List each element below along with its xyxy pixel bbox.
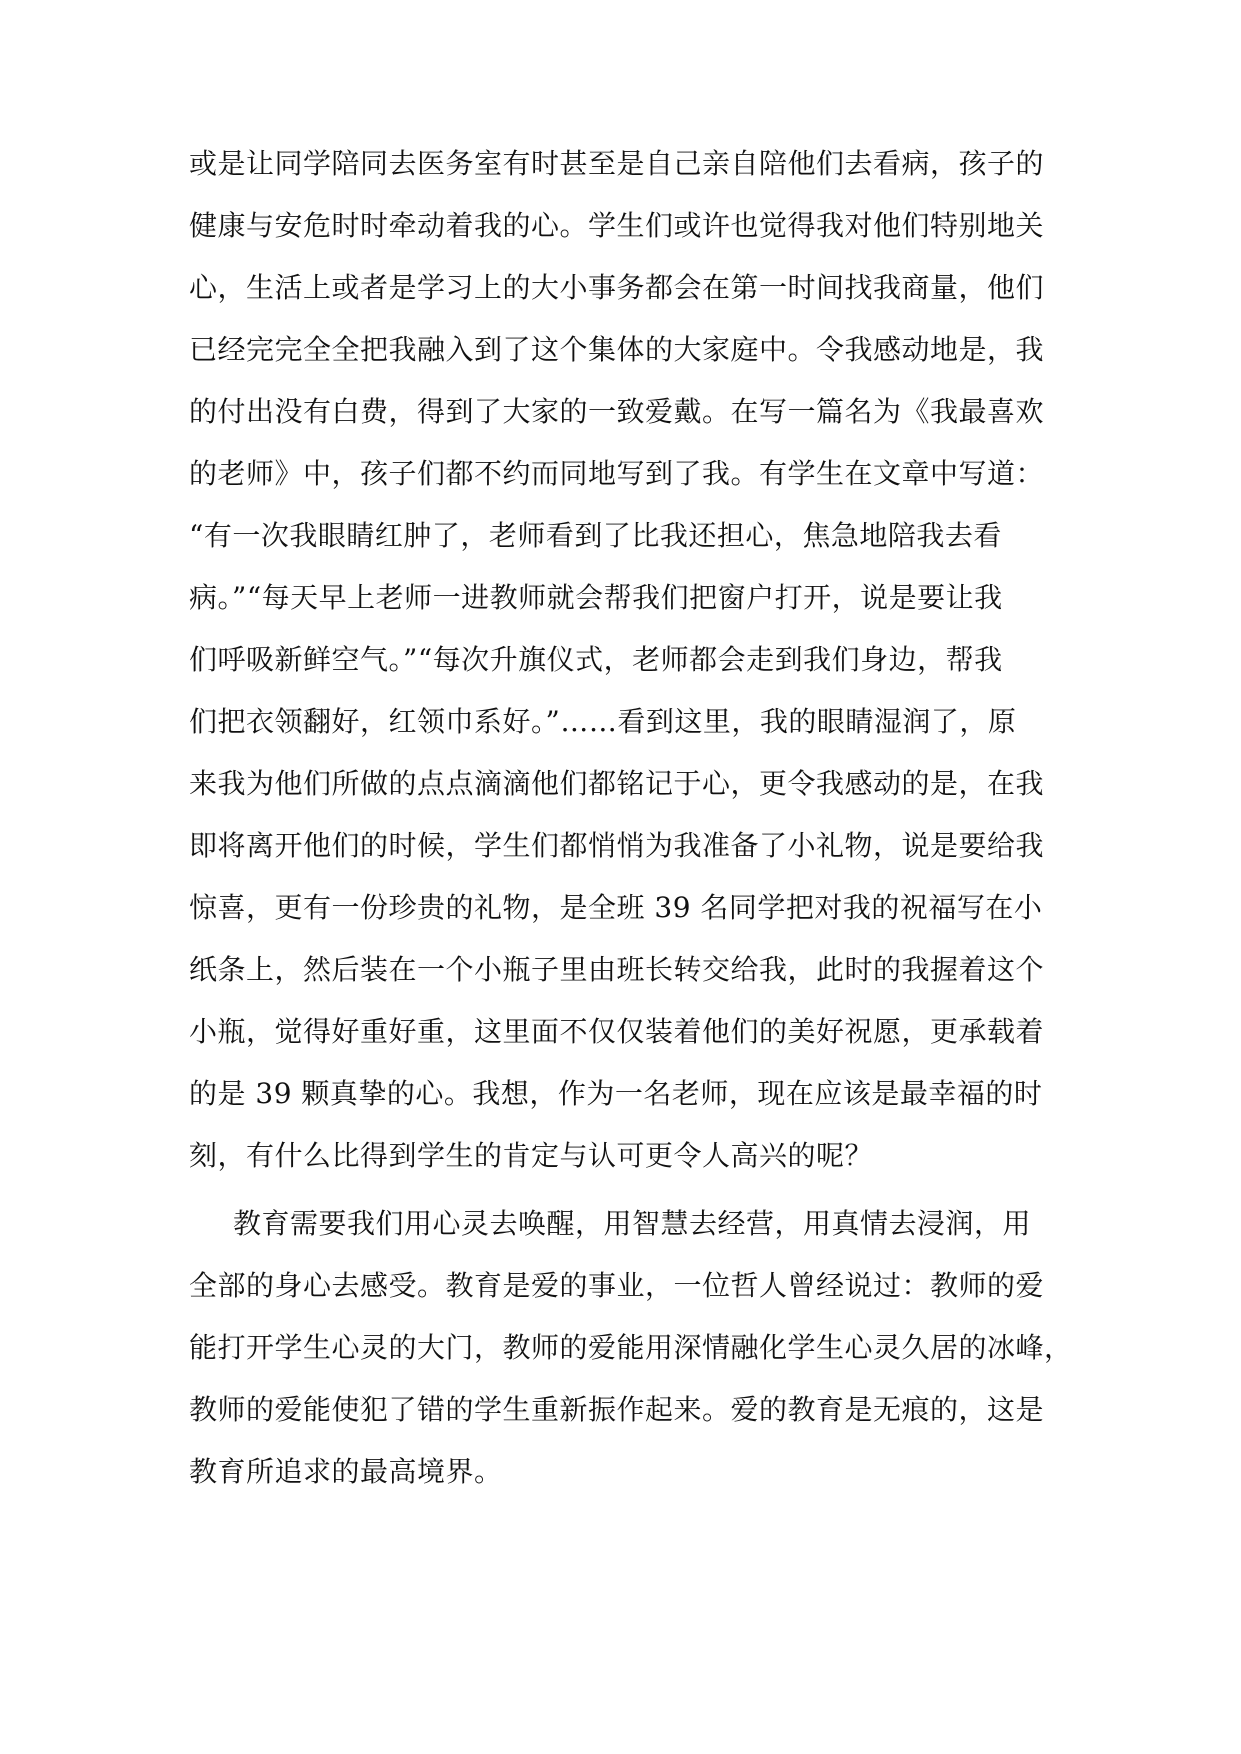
text-line: 小瓶，觉得好重好重，这里面不仅仅装着他们的美好祝愿，更承载着 bbox=[189, 1015, 1045, 1048]
text-line: 健康与安危时时牵动着我的心。学生们或许也觉得我对他们特别地关 bbox=[189, 209, 1045, 242]
text-line: 已经完完全全把我融入到了这个集体的大家庭中。令我感动地是，我 bbox=[189, 333, 1045, 366]
text-line: 的老师》中，孩子们都不约而同地写到了我。有学生在文章中写道： bbox=[189, 457, 1045, 490]
text-line: 纸条上，然后装在一个小瓶子里由班长转交给我，此时的我握着这个 bbox=[189, 953, 1045, 986]
text-line: 惊喜，更有一份珍贵的礼物，是全班 39 名同学把对我的祝福写在小 bbox=[189, 891, 1043, 924]
text-line: 全部的身心去感受。教育是爱的事业，一位哲人曾经说过：教师的爱 bbox=[189, 1269, 1045, 1302]
text-line: 来我为他们所做的点点滴滴他们都铭记于心，更令我感动的是，在我 bbox=[189, 767, 1045, 800]
text-line: “有一次我眼睛红肿了，老师看到了比我还担心，焦急地陪我去看 bbox=[189, 519, 1002, 552]
text-line: 们呼吸新鲜空气。”“每次升旗仪式，老师都会走到我们身边，帮我 bbox=[189, 643, 1003, 676]
text-line: 能打开学生心灵的大门，教师的爱能用深情融化学生心灵久居的冰峰， bbox=[189, 1331, 1073, 1364]
text-line: 即将离开他们的时候，学生们都悄悄为我准备了小礼物，说是要给我 bbox=[189, 829, 1045, 862]
text-line: 心，生活上或者是学习上的大小事务都会在第一时间找我商量，他们 bbox=[189, 271, 1045, 304]
text-line: 教师的爱能使犯了错的学生重新振作起来。爱的教育是无痕的，这是 bbox=[189, 1393, 1045, 1426]
text-line: 刻，有什么比得到学生的肯定与认可更令人高兴的呢？ bbox=[189, 1139, 874, 1172]
text-line: 或是让同学陪同去医务室有时甚至是自己亲自陪他们去看病，孩子的 bbox=[189, 147, 1045, 180]
text-line: 的是 39 颗真挚的心。我想，作为一名老师，现在应该是最幸福的时 bbox=[189, 1077, 1043, 1110]
text-line: 教育所追求的最高境界。 bbox=[189, 1455, 503, 1488]
text-line: 教育需要我们用心灵去唤醒，用智慧去经营，用真情去浸润，用 bbox=[233, 1207, 1032, 1240]
text-line: 病。”“每天早上老师一进教师就会帮我们把窗户打开，说是要让我 bbox=[189, 581, 1003, 614]
text-line: 的付出没有白费，得到了大家的一致爱戴。在写一篇名为《我最喜欢 bbox=[189, 395, 1045, 428]
text-line: 们把衣领翻好，红领巾系好。”……看到这里，我的眼睛湿润了，原 bbox=[189, 705, 1017, 738]
